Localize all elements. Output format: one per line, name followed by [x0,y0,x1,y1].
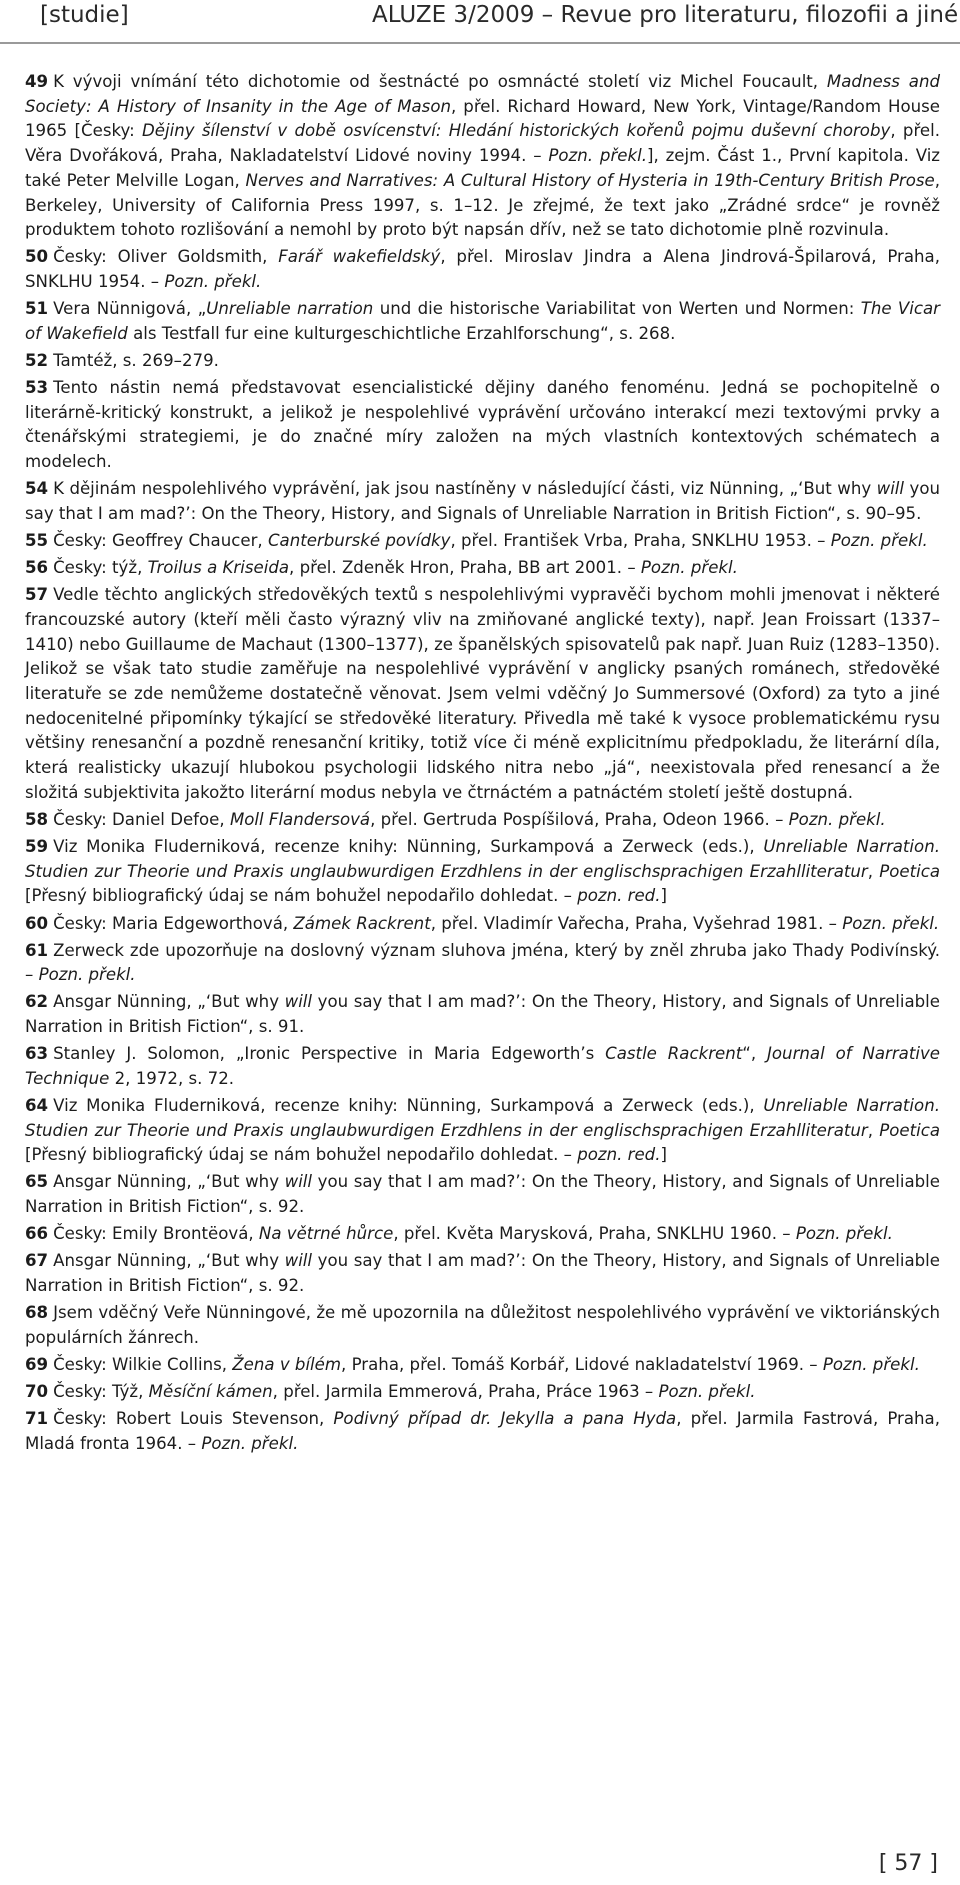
footnote-italic-text: Unreliable narration [206,299,374,319]
footnote [25,556,940,581]
footnote [25,583,940,805]
footnote [25,70,940,243]
footnote [25,349,940,374]
footnote-text: you say that I am mad?’: On the Theory, History, and Signals of Unreliable Narration in British Fiction“, s. 90–95. [25,479,940,523]
footnote-italic-text: Zámek Rackrent [293,913,431,933]
footnote [25,939,940,988]
footnote-italic-text: Pozn. překl. [640,558,738,578]
footnote [25,1249,940,1298]
footnote-number: 53 [25,378,49,397]
footnote-italic-text: The Vicar of Wakefield [25,299,940,343]
journal-title: ALUZE 3/2009 – Revue pro literaturu, filozofii a jiné [372,2,959,28]
footnote-text: K dějinám nespolehlivého vyprávění, jak jsou nastíněny v následující části, viz Nünning, „‘But why [53,479,877,499]
footnote-text: , přel. Věra Dvořáková, Praha, Nakladatelství Lidové noviny 1994. – [25,121,941,166]
footnote-italic-text: will [284,1172,313,1192]
footnote-text: Viz Monika Fluderniková, recenze knihy: Nünning, Surkampová a Zerweck (eds.), [53,837,764,856]
footnote-italic-text: Pozn. překl. [201,1433,299,1453]
footnote-text: Ansgar Nünning, „‘But why [53,1251,285,1271]
footnote-italic-text: Farář wakefieldský [278,247,441,267]
footnote-italic-text: Unreliable Narration. Studien zur Theorie und Praxis unglaubwurdigen Erzdhlens in der englischsprachigen Erzahlliteratur [25,1095,940,1140]
footnote-italic-text: Pozn. překl. [830,531,928,550]
footnote [25,297,940,346]
footnote-text: “, [742,1044,768,1064]
footnote-number: 51 [25,299,49,319]
footnote-italic-text: Žena v bílém [232,1354,342,1374]
footnote-text: , přel. Jarmila Emmerová, Praha, Práce 1963 – [272,1382,659,1402]
footnote-italic-text: Poetica [879,861,940,881]
footnote-number: 69 [25,1354,49,1374]
footnote-text: ], zejm. Část 1., První kapitola. Viz také Peter Melville Logan, [25,146,941,190]
footnote-text: , Berkeley, University of California Press 1997, s. 1–12. Je zřejmé, že text jako „Zrádné srdce“ je rovněž produktem tohoto rozlišování a nemohl by proto být napsán dřív, než se tato dichotomie plně rozvinula. [25,170,940,240]
footnote [25,1301,940,1350]
footnote-number: 58 [25,809,49,829]
footnote-text: Česky: Robert Louis Stevenson, [53,1409,334,1429]
footnote [25,1353,940,1378]
footnote [25,1407,940,1456]
footnote-number: 57 [25,585,49,605]
footnote-number: 55 [25,531,49,550]
footnote-text: Ansgar Nünning, „‘But why [53,992,285,1012]
footnote-number: 68 [25,1303,49,1323]
footnote-number: 50 [25,247,49,267]
footnote-italic-text: Madness and Society: A History of Insanity in the Age of Mason [25,72,941,116]
footnote-italic-text: Castle Rackrent [605,1044,743,1064]
footnote-text: Česky: Daniel Defoe, [53,809,230,829]
footnote-number: 49 [25,72,49,91]
footnote-text: ] [660,1145,667,1165]
footnote-italic-text: pozn. red. [577,886,661,906]
footnote-text: Česky: Geoffrey Chaucer, [53,531,268,550]
footnote-text: Vedle těchto anglických středověkých textů s nespolehlivými vypravěči bychom mohli jmenovat i některé francouzské autory (kteří měli často výrazný vliv na zmiňované anglické texty), např. Jean Froissart (1337–1410) nebo Guillaume de Machaut (1300–1377), ze španělských spisovatelů pak např. Juan Ruiz (1283–1350). Jelikož se však tato studie zaměřuje na nespolehlivé vyprávění v anglicky psaných románech, středověké literatuře se zde nemůžeme dostatečně věnovat. Jsem velmi vděčný Jo Summersové (Oxford) za tyto a jiné nedocenitelné připomínky týkající se středověké literatury. Přivedla mě také k vysoce problematickému rysu většiny renesanční a pozdně renesanční kritiky, totiž více či méně explicitnímu předpokladu, že literární díla, která realisticky ukazují hlubokou psychologii lidského nitra nebo „já“, neexistovala před renesancí a že složitá subjektivita jakožto literární modus nebyla ve čtrnáctém a patnáctém století ještě dostupná. [25,585,940,802]
footnote-italic-text: will [876,479,905,499]
footnote-text: , přel. Gertruda Pospíšilová, Praha, Odeon 1966. – [370,809,789,829]
footnote [25,912,940,937]
footnote [25,529,940,554]
footnote [25,245,940,294]
footnote-italic-text: pozn. red. [577,1145,661,1165]
footnote [25,1170,940,1219]
footnote-text: , přel. Vladimír Vařecha, Praha, Vyšehrad 1981. – [430,913,843,933]
footnote-text: , přel. František Vrba, Praha, SNKLHU 1953. – [450,531,831,550]
footnote-italic-text: Dějiny šílenství v době osvícenství: Hledání historických kořenů pojmu duševní choroby [142,121,891,141]
footnote-italic-text: Pozn. překl. [842,913,940,933]
footnote-italic-text: Pozn. překl. [164,272,262,292]
footnote-italic-text: Pozn. překl. [822,1354,920,1374]
footnote-italic-text: Podivný případ dr. Jekylla a pana Hyda [333,1409,677,1429]
footnote [25,835,940,909]
footnote-italic-text: Na větrné hůrce [258,1224,394,1244]
header-rule [0,42,960,44]
footnote-text: , přel. Jarmila Fastrová, Praha, Mladá fronta 1964. – [25,1409,940,1453]
footnote [25,477,940,526]
section-label: [studie] [40,2,129,28]
footnote-text: Zerweck zde upozorňuje na doslovný význam sluhova jména, který by zněl zhruba jako Thady Podivínský. – [25,940,940,985]
footnote-italic-text: Unreliable Narration. Studien zur Theorie und Praxis unglaubwurdigen Erzdhlens in der englischsprachigen Erzahlliteratur [25,837,940,881]
footnote-text: , přel. Richard Howard, New York, Vintage/Random House 1965 [Česky: [25,96,940,141]
footnote-number: 63 [25,1044,49,1064]
footnote [25,1380,940,1405]
footnote-text: Česky: Emily Brontëová, [53,1224,259,1244]
footnote-number: 60 [25,913,49,933]
footnote-text: Česky: týž, [53,558,148,578]
footnote [25,376,940,475]
running-header [0,0,960,36]
footnote-text: , [867,861,880,881]
footnote [25,1222,940,1247]
footnote-italic-text: Canterburské povídky [267,531,451,550]
footnote-italic-text: will [284,992,313,1012]
footnote-text: [Přesný bibliografický údaj se nám bohužel nepodařilo dohledat. – [25,1145,578,1165]
footnote-text: Česky: Týž, [53,1382,149,1402]
footnote-text: Vera Nünnigová, „ [53,299,207,319]
footnote-number: 54 [25,479,49,499]
footnote-italic-text: Moll Flandersová [229,809,371,829]
footnote-number: 65 [25,1172,49,1192]
footnote-text: als Testfall fur eine kulturgeschichtliche Erzahlforschung“, s. 268. [127,323,676,343]
footnote-number: 71 [25,1409,49,1429]
footnote-text: ] [660,886,667,906]
footnote-text: Viz Monika Fluderniková, recenze knihy: Nünning, Surkampová a Zerweck (eds.), [53,1095,764,1115]
footnote-text: Česky: Oliver Goldsmith, [53,247,279,267]
footnote-number: 66 [25,1224,49,1244]
footnote-text: Česky: Maria Edgeworthová, [53,913,294,933]
footnote-text: , [867,1120,880,1140]
footnote-text: Tento nástin nemá představovat esencialistické dějiny daného fenoménu. Jedná se pochopitelně o literárně-kritický konstrukt, a jelikož je nespolehlivé vyprávění určováno interakcí mezi textovými prvky a čtenářskými strategiemi, je do značné míry založen na mých vlastních kontextových schématech a modelech. [25,378,940,472]
footnote-text: [Přesný bibliografický údaj se nám bohužel nepodařilo dohledat. – [25,886,578,906]
footnote-text: und die historische Variabilitat von Werten und Normen: [373,299,861,319]
footnote-italic-text: Nerves and Narratives: A Cultural History of Hysteria in 19th-Century British Prose [245,170,935,190]
footnote-text: you say that I am mad?’: On the Theory, History, and Signals of Unreliable Narration in British Fiction“, s. 92. [25,1172,940,1217]
page-number: [ 57 ] [878,1851,938,1876]
footnote-italic-text: Pozn. překl. [38,965,136,985]
footnote-number: 70 [25,1382,49,1402]
footnote [25,1042,940,1091]
footnote-italic-text: Troilus a Kriseida [147,558,290,578]
footnote-number: 61 [25,940,49,960]
footnotes-list [25,70,940,1459]
footnote-italic-text: Pozn. překl. [658,1382,756,1402]
footnote-number: 64 [25,1095,49,1115]
footnote-text: Jsem vděčný Veře Nünningové, že mě upozornila na důležitost nespolehlivého vyprávění ve viktoriánských populárních žánrech. [25,1303,940,1347]
footnote [25,1094,940,1168]
footnote-text: , přel. Miroslav Jindra a Alena Jindrová-Špilarová, Praha, SNKLHU 1954. – [25,247,940,292]
footnote [25,990,940,1039]
footnote-text: Tamtéž, s. 269–279. [53,350,219,370]
footnote-number: 62 [25,992,49,1012]
footnote-text: Stanley J. Solomon, „Ironic Perspective in Maria Edgeworth’s [53,1044,606,1064]
footnote-italic-text: Pozn. překl. [795,1224,893,1244]
footnote-text: Česky: Wilkie Collins, [53,1354,233,1374]
footnote-text: , přel. Květa Marysková, Praha, SNKLHU 1960. – [393,1224,796,1244]
footnote-italic-text: Pozn. překl. [548,146,647,166]
footnote-text: you say that I am mad?’: On the Theory, History, and Signals of Unreliable Narration in British Fiction“, s. 92. [25,1251,940,1296]
footnote-italic-text: Měsíční kámen [148,1382,273,1402]
footnote [25,808,940,833]
footnote-text: K vývoji vnímání této dichotomie od šestnácté po osmnácté století viz Michel Foucault, [53,72,827,91]
footnote-number: 56 [25,558,49,578]
footnote-italic-text: Poetica [879,1120,940,1140]
footnote-italic-text: Pozn. překl. [788,809,886,829]
footnote-text: , Praha, přel. Tomáš Korbář, Lidové nakladatelství 1969. – [341,1354,823,1374]
footnote-text: , přel. Zdeněk Hron, Praha, BB art 2001. – [289,558,641,578]
footnote-text: 2, 1972, s. 72. [109,1068,235,1088]
footnote-italic-text: will [284,1251,313,1271]
footnote-text: you say that I am mad?’: On the Theory, History, and Signals of Unreliable Narration in British Fiction“, s. 91. [25,992,940,1037]
footnote-number: 59 [25,837,49,856]
footnote-text: Ansgar Nünning, „‘But why [53,1172,285,1192]
footnote-number: 52 [25,350,49,370]
footnote-italic-text: Journal of Narrative Technique [25,1044,940,1088]
footnote-number: 67 [25,1251,49,1271]
